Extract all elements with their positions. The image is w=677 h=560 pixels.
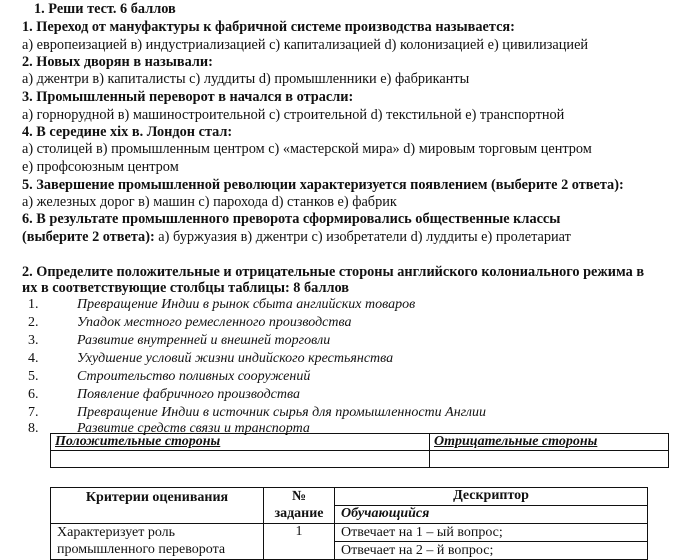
question-1-options: а) европеизацией в) индустриализацией с) капитализацией d) колонизацией е) цивилизацией	[22, 37, 589, 53]
question-6-instruction: (выберите 2 ответа):	[22, 229, 155, 245]
question-4: 4. В середине xix в. Лондон стал:	[22, 124, 233, 140]
task-number-header: № задание	[264, 488, 335, 524]
question-2: 2. Новых дворян в называли:	[22, 54, 213, 70]
negative-cell[interactable]	[430, 451, 669, 468]
question-3: 3. Промышленный переворот в начался в отрасли:	[22, 89, 354, 105]
sides-table	[50, 433, 669, 468]
positive-header: Положительные стороны	[51, 434, 430, 451]
task-2-title-line2: их в соответствующие столбцы таблицы: 8 баллов	[22, 280, 350, 296]
criteria-cell: Характеризует роль промышленного переворота	[51, 524, 264, 560]
question-6-answers: а) буржуазия в) джентри с) изобретатели d) луддиты е) пролетариат	[154, 229, 571, 245]
descriptor-cell: Отвечает на 1 – ый вопрос; Отвечает на 2 – й вопрос;	[335, 524, 648, 560]
criteria-table	[50, 487, 648, 560]
question-5-options: а) железных дорог в) машин с) парохода d) станков е) фабрик	[22, 194, 397, 210]
task-2-title-line1: 2. Определите положительные и отрицательные стороны английского колониального режима в	[22, 264, 645, 280]
question-5: 5. Завершение промышленной революции характеризуется появлением (выберите 2 ответа):	[22, 177, 624, 193]
students-subheader: Обучающийся	[335, 506, 648, 524]
question-6-options	[22, 228, 571, 246]
question-2-options: а) джентри в) капиталисты с) луддиты d) промышленники е) фабриканты	[22, 71, 470, 87]
question-1: 1. Переход от мануфактуры к фабричной системе производства называется:	[22, 19, 515, 35]
question-4-options: а) столицей в) промышленным центром с) «мастерской мира» d) мировым торговым центром	[22, 141, 592, 157]
question-6: 6. В результате промышленного преворота сформировались общественные классы	[22, 211, 561, 227]
task-2	[22, 264, 677, 296]
question-4-options-cont: е) профсоюзным центром	[22, 159, 179, 175]
question-3-options: а) горнорудной в) машиностроительной с) строительной d) текстильной е) транспортной	[22, 107, 565, 123]
negative-header: Отрицательные стороны	[430, 434, 669, 451]
positive-cell[interactable]	[51, 451, 430, 468]
task-number-cell: 1	[264, 524, 335, 560]
criteria-header: Критерии оценивания	[51, 488, 264, 524]
descriptor-header: Дескриптор	[335, 488, 648, 506]
test-header: 1. Реши тест. 6 баллов	[34, 1, 176, 17]
